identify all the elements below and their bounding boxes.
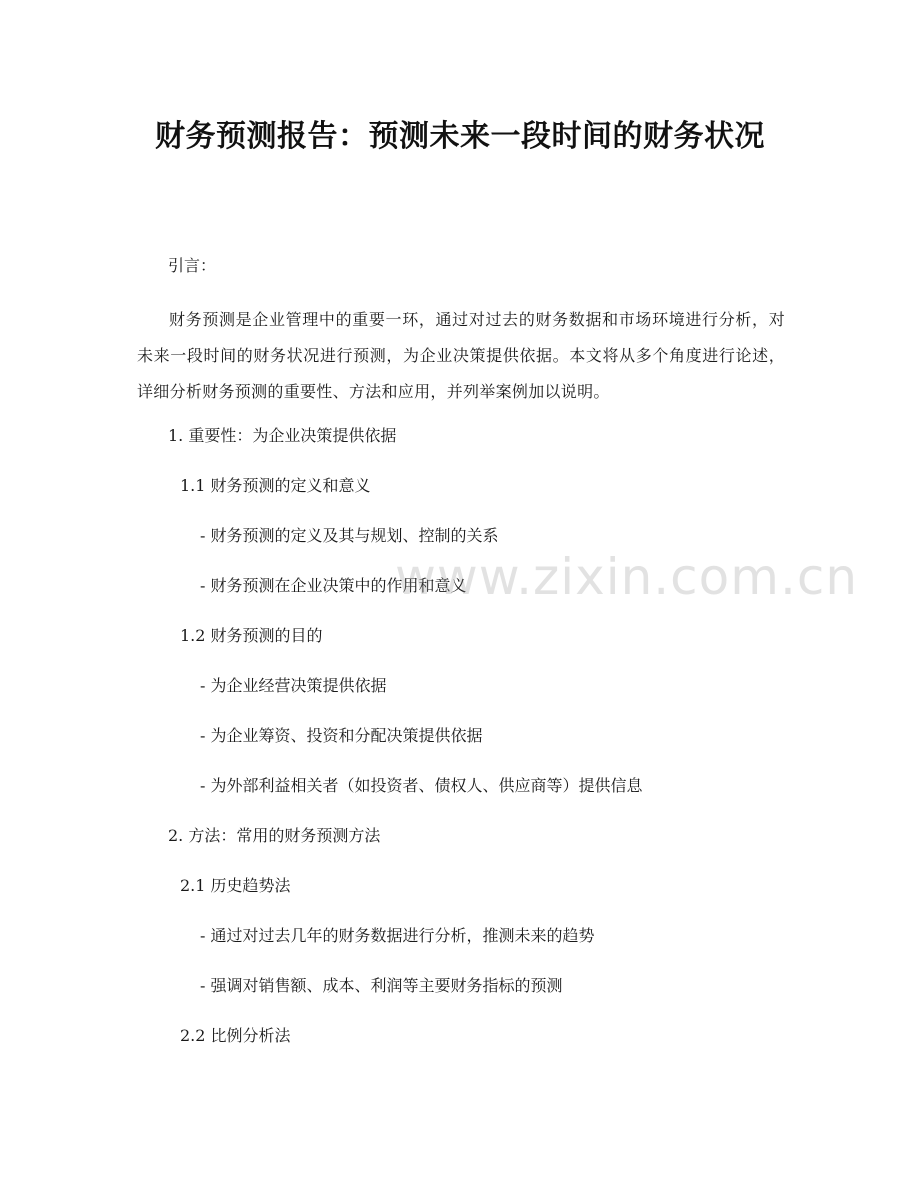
watermark: www.zixin.com.cn <box>395 548 859 606</box>
subsection-heading: 2.2 比例分析法 <box>180 1026 291 1045</box>
intro-heading: 引言： <box>168 256 217 275</box>
subsection-heading: 2.1 历史趋势法 <box>180 876 291 895</box>
list-item: - 强调对销售额、成本、利润等主要财务指标的预测 <box>200 976 563 995</box>
section-heading: 2. 方法：常用的财务预测方法 <box>168 826 381 845</box>
document-title: 财务预测报告：预测未来一段时间的财务状况 <box>155 119 765 154</box>
subsection-heading: 1.1 财务预测的定义和意义 <box>180 476 371 495</box>
list-item: - 为企业经营决策提供依据 <box>200 676 387 695</box>
subsection-heading: 1.2 财务预测的目的 <box>180 626 323 645</box>
list-item: - 为外部利益相关者（如投资者、债权人、供应商等）提供信息 <box>200 776 643 795</box>
list-item: - 通过对过去几年的财务数据进行分析，推测未来的趋势 <box>200 926 595 945</box>
section-heading: 1. 重要性：为企业决策提供依据 <box>168 426 397 445</box>
intro-paragraph: 财务预测是企业管理中的重要一环，通过对过去的财务数据和市场环境进行分析，对未来一段时间的财务状况进行预测，为企业决策提供依据。本文将从多个角度进行论述，详细分析财务预测的重要性、方法和应用，并列举案例加以说明。 <box>137 310 785 401</box>
list-item: - 财务预测的定义及其与规划、控制的关系 <box>200 526 499 545</box>
list-item: - 为企业筹资、投资和分配决策提供依据 <box>200 726 483 745</box>
list-item: - 财务预测在企业决策中的作用和意义 <box>200 576 467 595</box>
